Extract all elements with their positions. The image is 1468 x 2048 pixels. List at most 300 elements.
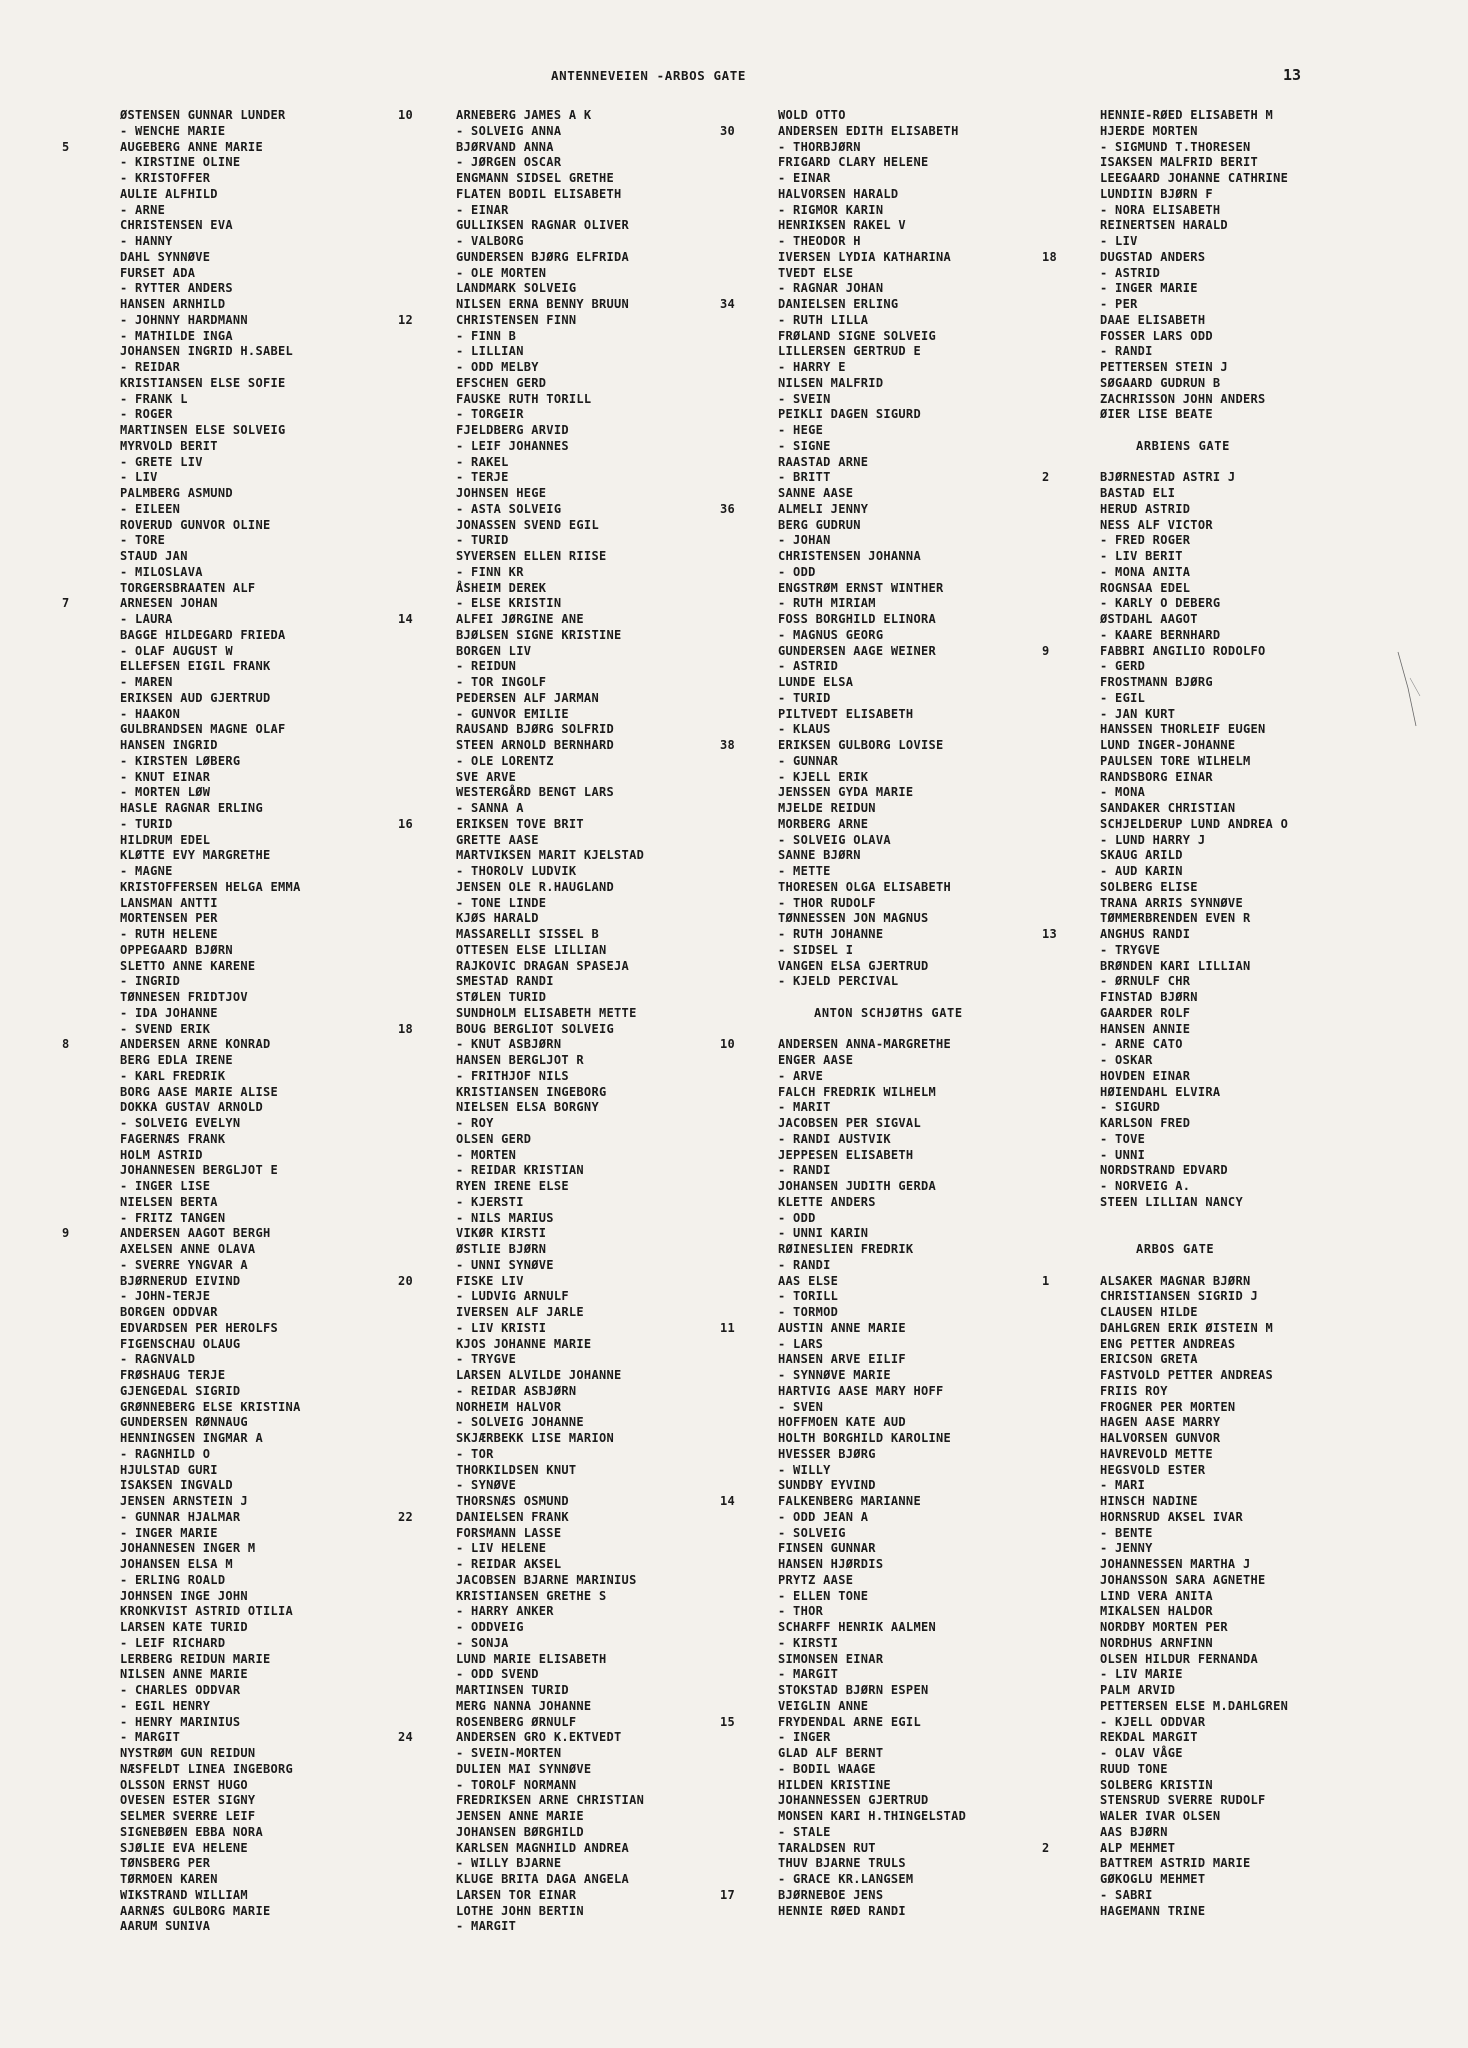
house-number: [1042, 1400, 1100, 1416]
resident-name: ALP MEHMET: [1100, 1840, 1176, 1855]
house-number: [398, 203, 456, 219]
resident-entry: [720, 770, 966, 786]
resident-name: HOLTH BORGHILD KAROLINE: [778, 1431, 952, 1445]
house-number: [1042, 1258, 1100, 1274]
resident-entry: [62, 1620, 301, 1636]
house-number: [1042, 1085, 1100, 1101]
resident-entry: [720, 1557, 966, 1573]
resident-name: JOHNSEN INGE JOHN: [120, 1588, 248, 1603]
resident-entry: [62, 1321, 301, 1337]
resident-name: - OSKAR: [1100, 1053, 1153, 1067]
resident-name: JENSEN OLE R.HAUGLAND: [456, 879, 615, 894]
resident-entry: [62, 1573, 301, 1589]
house-number: [62, 1841, 120, 1857]
house-number: [1042, 707, 1100, 723]
house-number: [62, 1289, 120, 1305]
resident-entry: [398, 1069, 644, 1085]
house-number: [720, 1100, 778, 1116]
resident-name: JENSEN ANNE MARIE: [456, 1809, 584, 1823]
house-number: [720, 187, 778, 203]
resident-entry: [398, 486, 644, 502]
resident-name: - AUD KARIN: [1100, 864, 1183, 878]
house-number: [62, 1762, 120, 1778]
resident-entry: [398, 518, 644, 534]
resident-name: KRISTIANSEN GRETHE S: [456, 1588, 607, 1603]
resident-name: KARLSON FRED: [1100, 1116, 1191, 1130]
resident-name: BERG EDLA IRENE: [120, 1053, 233, 1067]
resident-entry: [720, 817, 966, 833]
house-number: [720, 518, 778, 534]
resident-name: - THEODOR H: [778, 234, 861, 248]
resident-entry: [720, 1415, 966, 1431]
resident-entry: [62, 297, 301, 313]
house-number: [720, 770, 778, 786]
resident-name: - TOROLF NORMANN: [456, 1777, 577, 1792]
resident-entry: [720, 313, 966, 329]
resident-name: - EGIL HENRY: [120, 1698, 211, 1713]
resident-entry: [398, 1463, 644, 1479]
house-number: [398, 1762, 456, 1778]
house-number: [720, 140, 778, 156]
resident-entry: [62, 1715, 301, 1731]
resident-entry: [720, 470, 966, 486]
house-number: [62, 911, 120, 927]
house-number: [720, 549, 778, 565]
house-number: [1042, 817, 1100, 833]
house-number: [398, 801, 456, 817]
resident-name: HAVREVOLD METTE: [1100, 1446, 1213, 1461]
house-number: [720, 1085, 778, 1101]
resident-entry: [720, 407, 966, 423]
resident-entry: [398, 1762, 644, 1778]
resident-entry: [62, 581, 301, 597]
resident-name: FALCH FREDRIK WILHELM: [778, 1084, 937, 1099]
resident-name: KARLSEN MAGNHILD ANDREA: [456, 1840, 630, 1855]
resident-entry: [720, 1258, 966, 1274]
resident-name: NILSEN ANNE MARIE: [120, 1667, 248, 1682]
house-number: [398, 376, 456, 392]
resident-name: - ODD: [778, 1210, 816, 1225]
resident-name: STAUD JAN: [120, 549, 188, 563]
resident-name: - TURID: [456, 533, 509, 548]
house-number: [398, 1872, 456, 1888]
resident-entry: [398, 1085, 644, 1101]
house-number: [62, 234, 120, 250]
house-number: 7: [62, 596, 70, 611]
resident-name: - JOHNNY HARDMANN: [120, 312, 248, 327]
resident-entry: [1042, 281, 1288, 297]
house-number: [720, 360, 778, 376]
house-number: [720, 1809, 778, 1825]
resident-entry: [62, 1510, 301, 1526]
house-number: [720, 754, 778, 770]
house-number: [62, 896, 120, 912]
resident-name: JACOBSEN PER SIGVAL: [778, 1116, 921, 1130]
resident-entry: [62, 108, 301, 124]
resident-name: ØSTDAHL AAGOT: [1100, 612, 1198, 626]
resident-name: - WENCHE MARIE: [120, 123, 226, 138]
resident-entry: [1042, 770, 1288, 786]
resident-name: TORGERSBRAATEN ALF: [120, 580, 256, 595]
resident-name: MONSEN KARI H.THINGELSTAD: [778, 1809, 967, 1823]
house-number: [720, 1337, 778, 1353]
resident-name: HAGEMANN TRINE: [1100, 1903, 1206, 1918]
resident-name: TØNSBERG PER: [120, 1856, 211, 1871]
resident-name: - KJELL ERIK: [778, 769, 869, 784]
house-number: [720, 218, 778, 234]
resident-entry: [720, 1226, 966, 1242]
resident-name: FIGENSCHAU OLAUG: [120, 1336, 241, 1351]
resident-name: BERG GUDRUN: [778, 517, 861, 532]
house-number: [398, 1825, 456, 1841]
house-number: [398, 1384, 456, 1400]
resident-name: - LILLIAN: [456, 344, 524, 359]
resident-entry: [398, 738, 644, 754]
resident-name: SCHARFF HENRIK AALMEN: [778, 1620, 937, 1634]
resident-entry: [720, 1888, 966, 1904]
house-number: [720, 1526, 778, 1542]
resident-name: - RAGNHILD O: [120, 1446, 211, 1461]
resident-entry: [720, 927, 966, 943]
resident-entry: [720, 1195, 966, 1211]
resident-entry: [398, 612, 644, 628]
resident-entry: [62, 628, 301, 644]
resident-name: ALFEI JØRGINE ANE: [456, 612, 584, 626]
house-number: [720, 1226, 778, 1242]
resident-entry: [398, 329, 644, 345]
resident-entry: [398, 927, 644, 943]
resident-entry: [1042, 990, 1288, 1006]
resident-name: GUNDERSEN RØNNAUG: [120, 1415, 248, 1430]
resident-entry: [62, 659, 301, 675]
resident-entry: [398, 1793, 644, 1809]
house-number: [62, 1179, 120, 1195]
resident-entry: [1042, 1636, 1288, 1652]
resident-entry: [720, 1179, 966, 1195]
resident-name: PETTERSEN STEIN J: [1100, 360, 1228, 374]
resident-entry: [398, 990, 644, 1006]
resident-entry: [398, 266, 644, 282]
resident-entry: [1042, 1006, 1288, 1022]
house-number: [1042, 596, 1100, 612]
resident-name: - ODD JEAN A: [778, 1509, 869, 1524]
resident-entry: [62, 943, 301, 959]
resident-name: ENGER AASE: [778, 1053, 854, 1067]
resident-name: WALER IVAR OLSEN: [1100, 1809, 1221, 1823]
resident-name: THORKILDSEN KNUT: [456, 1462, 577, 1477]
house-number: [398, 1841, 456, 1857]
resident-entry: [720, 612, 966, 628]
resident-name: - JOHN-TERJE: [120, 1289, 211, 1304]
resident-entry: [720, 1683, 966, 1699]
resident-entry: [1042, 1463, 1288, 1479]
resident-name: AAS ELSE: [778, 1273, 839, 1288]
resident-name: - UNNI KARIN: [778, 1226, 869, 1241]
house-number: [1042, 738, 1100, 754]
resident-name: - GERD: [1100, 659, 1146, 674]
house-number: [398, 1778, 456, 1794]
house-number: [720, 1762, 778, 1778]
resident-name: BJØLSEN SIGNE KRISTINE: [456, 627, 622, 642]
resident-name: KJØS HARALD: [456, 911, 539, 926]
resident-entry: [1042, 1384, 1288, 1400]
resident-name: NILSEN MALFRID: [778, 375, 884, 390]
resident-name: - SIGMUND T.THORESEN: [1100, 139, 1251, 154]
resident-entry: [720, 518, 966, 534]
resident-entry: [1042, 848, 1288, 864]
resident-name: - EINAR: [456, 202, 509, 217]
street-heading: [1042, 1242, 1288, 1258]
resident-entry: [398, 297, 644, 313]
resident-entry: [1042, 297, 1288, 313]
resident-entry: [62, 281, 301, 297]
resident-entry: [720, 1085, 966, 1101]
house-number: [398, 1069, 456, 1085]
house-number: [398, 1904, 456, 1920]
resident-entry: [62, 392, 301, 408]
house-number: [62, 864, 120, 880]
resident-entry: [398, 959, 644, 975]
house-number: [720, 659, 778, 675]
house-number: [720, 1006, 778, 1022]
house-number: [1042, 1431, 1100, 1447]
resident-entry: [1042, 486, 1288, 502]
house-number: [62, 1856, 120, 1872]
resident-name: HALVORSEN GUNVOR: [1100, 1431, 1221, 1445]
house-number: [1042, 1006, 1100, 1022]
house-number: [1042, 1368, 1100, 1384]
resident-name: MIKALSEN HALDOR: [1100, 1604, 1213, 1619]
house-number: [62, 644, 120, 660]
house-number: [1042, 1793, 1100, 1809]
house-number: [1042, 1148, 1100, 1164]
house-number: [720, 1400, 778, 1416]
resident-entry: [398, 1226, 644, 1242]
house-number: [62, 1305, 120, 1321]
house-number: [1042, 108, 1100, 124]
resident-entry: [62, 250, 301, 266]
resident-entry: [1042, 1148, 1288, 1164]
resident-name: LUND MARIE ELISABETH: [456, 1651, 607, 1666]
resident-entry: [1042, 1100, 1288, 1116]
resident-entry: [720, 439, 966, 455]
resident-entry: [398, 1872, 644, 1888]
resident-name: FISKE LIV: [456, 1273, 524, 1288]
resident-entry: [398, 1195, 644, 1211]
house-number: [1042, 1037, 1100, 1053]
house-number: [398, 518, 456, 534]
resident-name: ØSTENSEN GUNNAR LUNDER: [120, 108, 286, 122]
house-number: [1042, 1321, 1100, 1337]
resident-name: - SYNØVE: [456, 1478, 517, 1493]
resident-name: - THOROLV LUDVIK: [456, 864, 577, 878]
resident-entry: [398, 1888, 644, 1904]
resident-name: - GUNNAR HJALMAR: [120, 1509, 241, 1524]
resident-name: SIMONSEN EINAR: [778, 1651, 884, 1666]
house-number: [720, 108, 778, 124]
house-number: [62, 833, 120, 849]
resident-name: PRYTZ AASE: [778, 1572, 854, 1587]
resident-name: - IDA JOHANNE: [120, 1005, 218, 1020]
resident-entry: [398, 770, 644, 786]
house-number: 18: [398, 1021, 414, 1036]
house-number: [62, 1557, 120, 1573]
resident-name: SANNE AASE: [778, 486, 854, 500]
resident-entry: [398, 691, 644, 707]
resident-entry: [398, 376, 644, 392]
house-number: [398, 707, 456, 723]
house-number: [62, 266, 120, 282]
house-number: [398, 1526, 456, 1542]
house-number: [398, 1132, 456, 1148]
resident-entry: [1042, 1415, 1288, 1431]
house-number: [398, 1604, 456, 1620]
house-number: [398, 1793, 456, 1809]
house-number: [1042, 1762, 1100, 1778]
resident-name: - MARIT: [778, 1100, 831, 1115]
resident-entry: [720, 722, 966, 738]
house-number: [1042, 1526, 1100, 1542]
resident-name: - THORBJØRN: [778, 139, 861, 154]
resident-name: - NORVEIG A.: [1100, 1179, 1191, 1193]
resident-name: HANSSEN THORLEIF EUGEN: [1100, 722, 1266, 737]
resident-entry: [62, 1006, 301, 1022]
resident-entry: [398, 360, 644, 376]
resident-name: - SVEND ERIK: [120, 1021, 211, 1036]
resident-name: TØNNESSEN JON MAGNUS: [778, 911, 929, 926]
resident-name: FORSMANN LASSE: [456, 1525, 562, 1540]
resident-entry: [398, 1778, 644, 1794]
resident-entry: [62, 218, 301, 234]
house-number: [720, 990, 778, 1006]
resident-entry: [1042, 722, 1288, 738]
resident-name: HOFFMOEN KATE AUD: [778, 1415, 906, 1430]
resident-entry: [398, 644, 644, 660]
resident-entry: [62, 455, 301, 471]
house-number: [62, 1793, 120, 1809]
house-number: [398, 266, 456, 282]
resident-name: - TORE: [120, 533, 166, 548]
house-number: [62, 1683, 120, 1699]
house-number: [62, 1478, 120, 1494]
resident-entry: [1042, 1620, 1288, 1636]
resident-name: DANIELSEN ERLING: [778, 297, 899, 311]
resident-entry: [62, 1793, 301, 1809]
resident-name: - MAGNE: [120, 864, 173, 878]
house-number: [1042, 1730, 1100, 1746]
house-number: [1042, 565, 1100, 581]
house-number: [62, 392, 120, 408]
house-number: 5: [62, 139, 70, 154]
resident-name: SLETTO ANNE KARENE: [120, 958, 256, 973]
resident-entry: [720, 943, 966, 959]
resident-entry: [720, 376, 966, 392]
resident-entry: [62, 1526, 301, 1542]
house-number: [398, 1746, 456, 1762]
house-number: [1042, 1132, 1100, 1148]
house-number: [1042, 1069, 1100, 1085]
house-number: [398, 691, 456, 707]
resident-entry: [1042, 911, 1288, 927]
resident-entry: [720, 1289, 966, 1305]
resident-entry: [62, 518, 301, 534]
house-number: [1042, 1337, 1100, 1353]
house-number: [1042, 1116, 1100, 1132]
house-number: [398, 565, 456, 581]
resident-entry: [1042, 1274, 1288, 1290]
resident-name: - RANDI: [778, 1163, 831, 1178]
resident-entry: [398, 124, 644, 140]
resident-name: LUND INGER-JOHANNE: [1100, 738, 1236, 752]
house-number: [62, 1919, 120, 1935]
resident-entry: [720, 1163, 966, 1179]
house-number: [398, 1447, 456, 1463]
house-number: [62, 990, 120, 1006]
resident-name: CHRISTENSEN JOHANNA: [778, 549, 921, 563]
house-number: [720, 565, 778, 581]
house-number: [720, 1604, 778, 1620]
resident-name: DUGSTAD ANDERS: [1100, 249, 1206, 264]
resident-name: - KAARE BERNHARD: [1100, 627, 1221, 642]
house-number: [398, 1715, 456, 1731]
resident-entry: [1042, 691, 1288, 707]
house-number: [398, 896, 456, 912]
resident-name: - LAURA: [120, 612, 173, 626]
house-number: [398, 770, 456, 786]
resident-entry: [62, 691, 301, 707]
house-number: [62, 203, 120, 219]
street-name: ARBIENS GATE: [1136, 438, 1230, 453]
resident-entry: [398, 1683, 644, 1699]
house-number: [398, 1100, 456, 1116]
house-number: [1042, 770, 1100, 786]
resident-name: - ASTRID: [1100, 265, 1161, 280]
house-number: [720, 785, 778, 801]
house-number: [62, 329, 120, 345]
resident-name: PETTERSEN ELSE M.DAHLGREN: [1100, 1698, 1289, 1713]
house-number: [62, 533, 120, 549]
resident-name: HANSEN ARNHILD: [120, 297, 226, 311]
resident-name: OPPEGAARD BJØRN: [120, 942, 233, 957]
resident-name: WOLD OTTO: [778, 108, 846, 122]
resident-entry: [62, 1415, 301, 1431]
house-number: [1042, 943, 1100, 959]
column-3: [720, 108, 966, 1919]
resident-name: - ASTRID: [778, 659, 839, 674]
resident-name: - LIV: [1100, 234, 1138, 248]
resident-entry: [1042, 187, 1288, 203]
resident-name: - ERLING ROALD: [120, 1572, 226, 1587]
house-number: [398, 1573, 456, 1589]
resident-entry: [62, 1148, 301, 1164]
resident-entry: [398, 1006, 644, 1022]
house-number: [62, 1400, 120, 1416]
house-number: [62, 1778, 120, 1794]
house-number: [62, 801, 120, 817]
house-number: [62, 360, 120, 376]
house-number: [398, 486, 456, 502]
resident-entry: [1042, 707, 1288, 723]
house-number: [720, 848, 778, 864]
house-number: [62, 754, 120, 770]
house-number: [1042, 1604, 1100, 1620]
resident-entry: [720, 1762, 966, 1778]
resident-entry: [1042, 1494, 1288, 1510]
resident-name: SVE ARVE: [456, 769, 517, 784]
house-number: [1042, 124, 1100, 140]
resident-entry: [398, 785, 644, 801]
resident-entry: [62, 1305, 301, 1321]
